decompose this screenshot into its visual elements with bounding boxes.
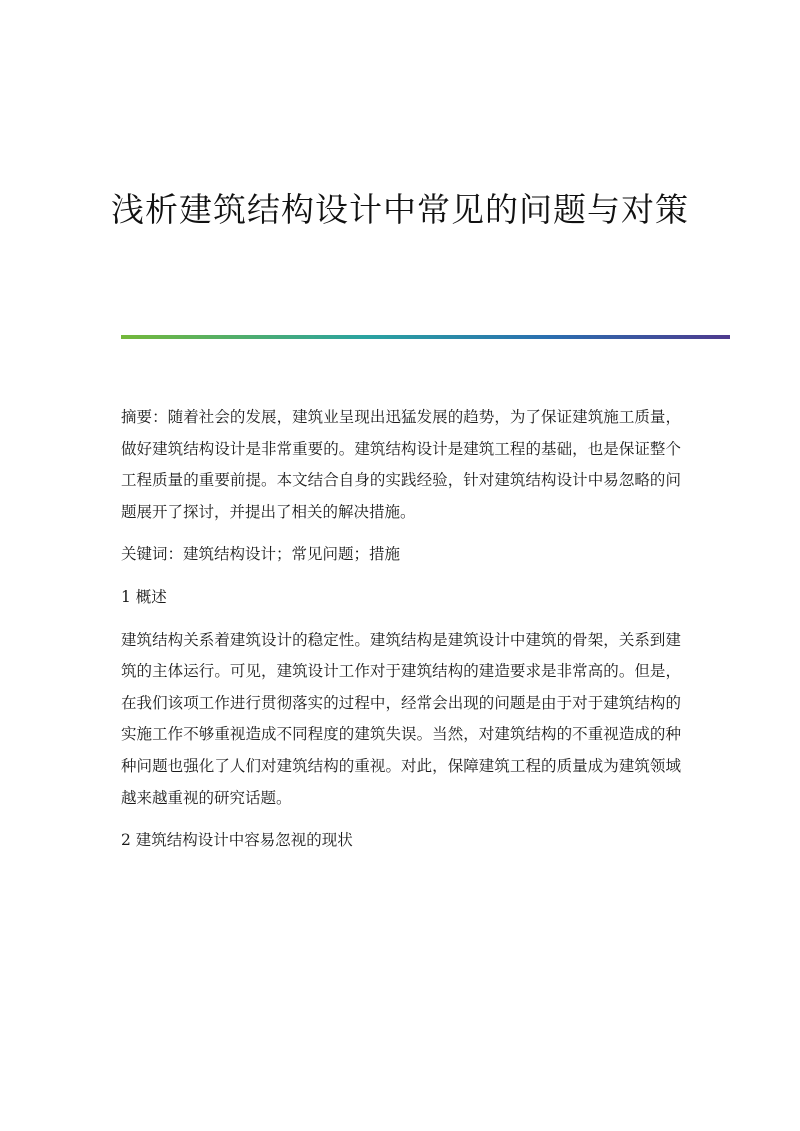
- abstract-paragraph: 摘要：随着社会的发展，建筑业呈现出迅猛发展的趋势，为了保证建筑施工质量，做好建筑结构设计是非常重要的。建筑结构设计是建筑工程的基础，也是保证整个工程质量的重要前提。本文结合自身的实践经验，针对建筑结构设计中易忽略的问题展开了探讨，并提出了相关的解决措施。: [121, 408, 681, 521]
- section-heading-issues: 2 建筑结构设计中容易忽视的现状: [121, 831, 353, 850]
- keywords-paragraph: 关键词：建筑结构设计；常见问题；措施: [121, 545, 401, 564]
- document-body: [121, 402, 681, 857]
- title-divider: [121, 335, 730, 339]
- section-heading-overview: 1 概述: [121, 587, 167, 606]
- overview-paragraph: 建筑结构关系着建筑设计的稳定性。建筑结构是建筑设计中建筑的骨架，关系到建筑的主体运行。可见，建筑设计工作对于建筑结构的建造要求是非常高的。但是，在我们该项工作进行贯彻落实的过程中，经常会出现的问题是由于对于建筑结构的实施工作不够重视造成不同程度的建筑失误。当然，对建筑结构的不重视造成的种种问题也强化了人们对建筑结构的重视。对此，保障建筑工程的质量成为建筑领域越来越重视的研究话题。: [121, 630, 681, 807]
- document-title: 浅析建筑结构设计中常见的问题与对策: [111, 190, 689, 229]
